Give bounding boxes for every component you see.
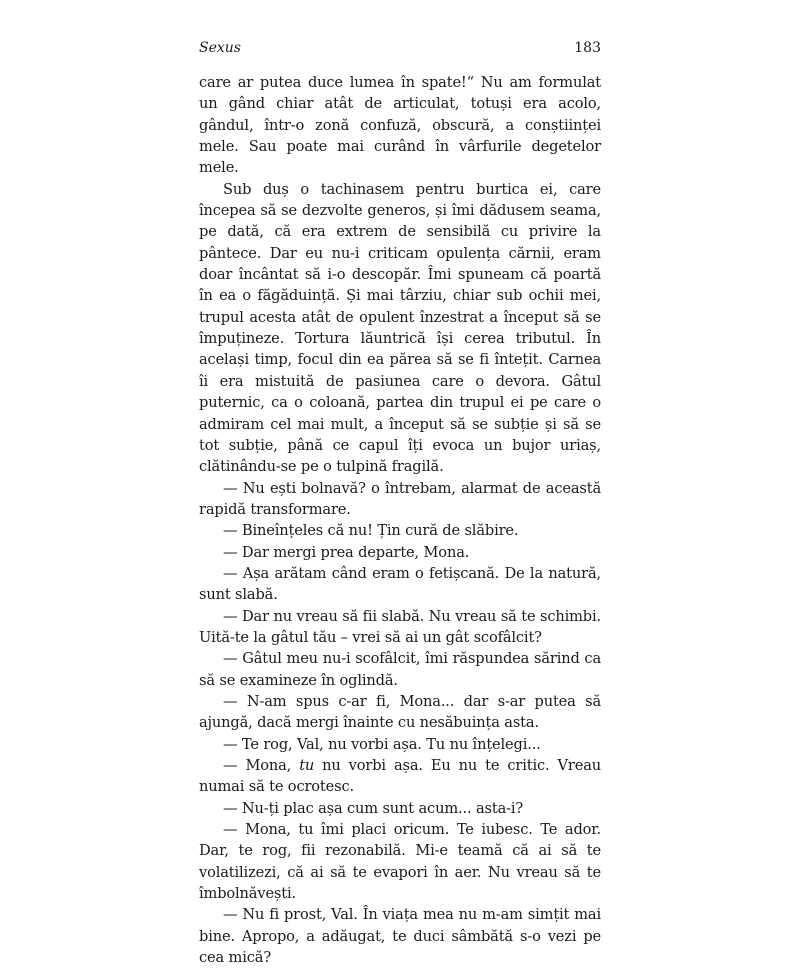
dialogue-line: — Nu-ți plac așa cum sunt acum... asta-i? bbox=[223, 799, 524, 817]
body-text bbox=[199, 72, 601, 968]
paragraph: care ar putea duce lumea în spate!“ Nu am formulat un gând chiar atât de articulat, totuși era acolo, gândul, într-o zonă confuză, obscură, a conștiinței mele. Sau poate mai curând în vârfurile degetelor mele. bbox=[199, 74, 601, 177]
book-page bbox=[199, 40, 601, 968]
dialogue-line: — N-am spus c-ar fi, Mona... dar s-ar putea să ajungă, dacă mergi înainte cu nesăbuința asta. bbox=[199, 692, 601, 732]
dialogue-line: — Gâtul meu nu-i scofâlcit, îmi răspundea sărind ca să se examineze în oglindă. bbox=[199, 650, 601, 689]
dialogue-text: nu vorbi așa. Eu nu te critic. Vreau numai să te ocrotesc. bbox=[199, 757, 602, 796]
dialogue-line: — Dar mergi prea departe, Mona. bbox=[223, 543, 470, 561]
dialogue-text: — Mona, bbox=[223, 757, 300, 774]
running-head bbox=[199, 40, 601, 64]
running-title: Sexus bbox=[199, 40, 241, 56]
page-number: 183 bbox=[574, 40, 601, 56]
dialogue-line: — Nu fi prost, Val. În viața mea nu m-am simțit mai bine. Apropo, a adăugat, te duci sâmbătă s-o vezi pe cea mică? bbox=[199, 906, 601, 967]
dialogue-line: — Nu ești bolnavă? o întrebam, alarmat de această rapidă transformare. bbox=[199, 479, 601, 518]
paragraph: Sub duș o tachinasem pentru burtica ei, care începea să se dezvolte generos, și îmi dădusem seama, pe dată, că era extrem de sensibilă cu privire la pântece. Dar eu nu-i criticam opulența cărnii, eram doar încântat să i-o descopăr. Îmi spuneam că poartă în ea o făgăduință. Și mai târziu, chiar sub ochii mei, trupul acesta atât de opulent înzestrat a început să se împuțineze. Tortura lăuntrică își cerea tributul. În același timp, focul din ea părea să se fi întețit. Carnea îi era mistuită de pasiunea care o devora. Gâtul puternic, ca o coloană, partea din trupul ei pe care o admiram cel mai mult, a început să se subție și să se tot subție, până ce capul îți evoca un bujor uriaș, clătinându-se pe o tulpină fragilă. bbox=[199, 180, 601, 476]
dialogue-line: — Bineînțeles că nu! Țin cură de slăbire. bbox=[223, 522, 519, 540]
dialogue-line: — Mona, tu îmi placi oricum. Te iubesc. Te ador. Dar, te rog, fii rezonabilă. Mi-e teamă că ai să te volatilizezi, că ai să te evapori în aer. Nu vreau să te îmbolnăvești. bbox=[199, 821, 601, 903]
dialogue-line bbox=[199, 755, 601, 798]
dialogue-line: — Te rog, Val, nu vorbi așa. Tu nu înțelegi... bbox=[223, 735, 541, 753]
emphasis-text: tu bbox=[299, 757, 315, 774]
dialogue-line: — Dar nu vreau să fii slabă. Nu vreau să te schimbi. Uită-te la gâtul tău – vrei să ai un gât scofâlcit? bbox=[199, 607, 601, 646]
dialogue-line: — Așa arătam când eram o fetișcană. De la natură, sunt slabă. bbox=[199, 564, 601, 604]
